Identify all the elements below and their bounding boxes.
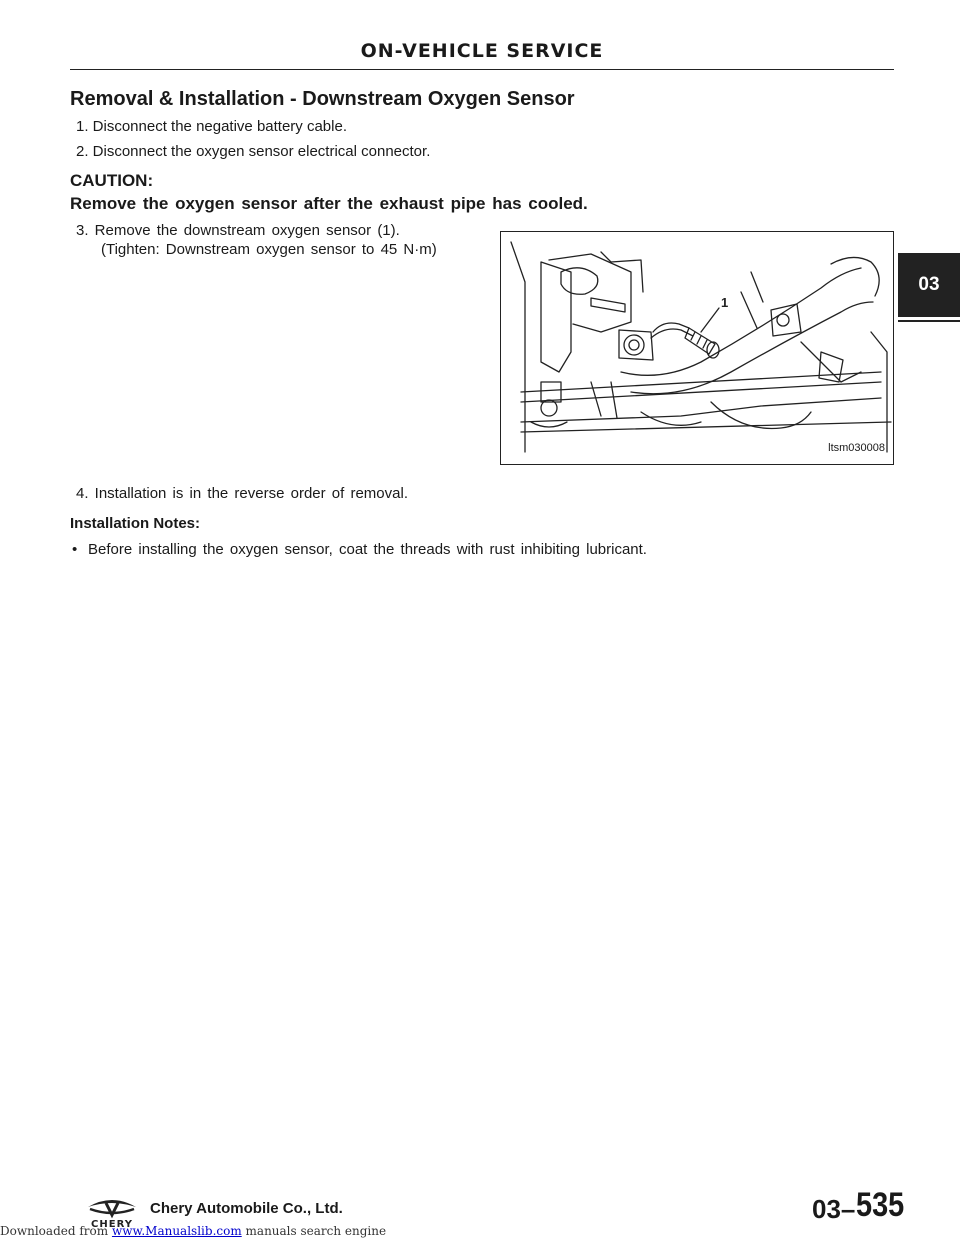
page-number: 535 bbox=[856, 1186, 905, 1224]
download-prefix: Downloaded from bbox=[0, 1224, 109, 1238]
installation-note bbox=[72, 541, 647, 558]
header-divider bbox=[70, 69, 894, 70]
section-header: ON-VEHICLE SERVICE bbox=[360, 40, 604, 62]
step-3-torque: (Tighten: Downstream oxygen sensor to 45 N·m) bbox=[101, 241, 437, 258]
manualslib-link[interactable]: www.Manualslib.com bbox=[111, 1224, 242, 1238]
caution-text: Remove the oxygen sensor after the exhaust pipe has cooled. bbox=[70, 194, 588, 213]
step-3: 3. Remove the downstream oxygen sensor (1). bbox=[76, 222, 400, 239]
oxygen-sensor-figure bbox=[500, 231, 894, 465]
chapter-tab-rule bbox=[898, 320, 960, 322]
figure-code: ltsm030008 bbox=[828, 442, 885, 454]
installation-note-text: Before installing the oxygen sensor, coat the threads with rust inhibiting lubricant. bbox=[88, 541, 647, 558]
download-notice bbox=[0, 1224, 386, 1238]
step-1: 1. Disconnect the negative battery cable. bbox=[76, 118, 347, 135]
chapter-tab bbox=[898, 253, 960, 317]
figure-callout-label: 1 bbox=[721, 295, 729, 310]
step-2: 2. Disconnect the oxygen sensor electrical connector. bbox=[76, 143, 431, 160]
svg-text:CHERY: CHERY bbox=[91, 1219, 133, 1229]
download-suffix: manuals search engine bbox=[245, 1224, 387, 1238]
step-4: 4. Installation is in the reverse order of removal. bbox=[76, 485, 408, 502]
oxygen-sensor-illustration bbox=[501, 232, 893, 464]
bullet-icon: • bbox=[72, 541, 78, 558]
company-name: Chery Automobile Co., Ltd. bbox=[150, 1200, 343, 1217]
installation-notes-heading: Installation Notes: bbox=[70, 515, 201, 532]
page-title: Removal & Installation - Downstream Oxygen Sensor bbox=[70, 88, 575, 110]
chapter-number: 03– bbox=[812, 1194, 856, 1224]
chapter-tab-label: 03 bbox=[918, 274, 940, 295]
caution-label: CAUTION: bbox=[70, 171, 154, 190]
